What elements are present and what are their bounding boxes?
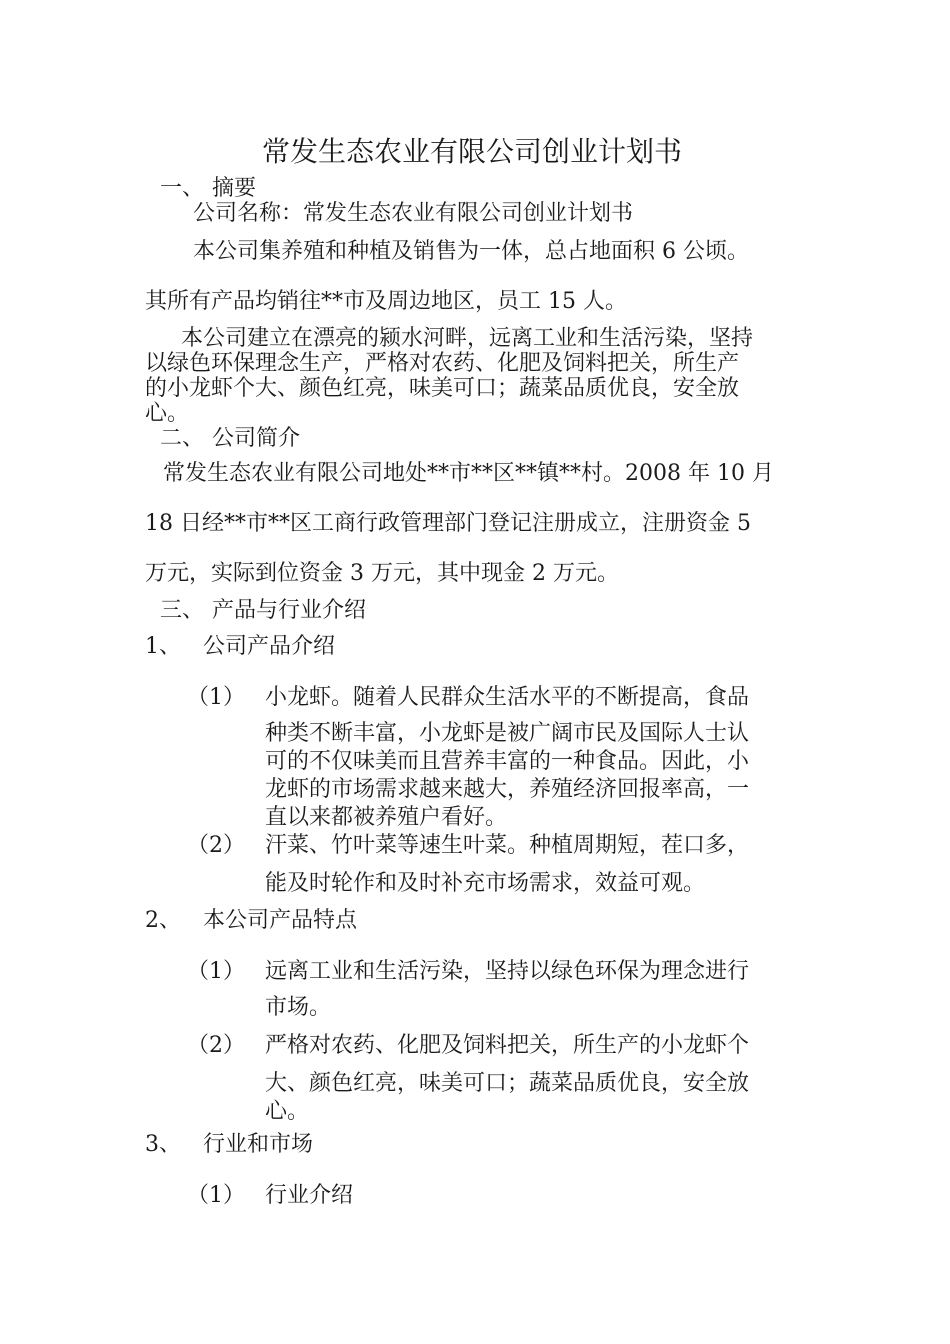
list-marker: （1） [187,685,245,710]
summary-paragraph-line: 以绿色环保理念生产，严格对农药、化肥及饲料把关，所生产 [145,351,740,376]
summary-paragraph-line: 其所有产品均销往**市及周边地区，员工 15 人。 [145,289,627,314]
list-item-first-line: 汗菜、竹叶菜等速生叶菜。种植周期短，茬口多， [265,833,750,858]
subsection-title: 本公司产品特点 [203,908,358,933]
list-item-first-line: 小龙虾。随着人民群众生活水平的不断提高，食品 [265,685,750,710]
section-number: 三、 [160,598,205,623]
subsection-number: 1、 [145,634,181,659]
intro-line: 18 日经**市**区工商行政管理部门登记注册成立，注册资金 5 [145,511,751,536]
section-title: 产品与行业介绍 [212,598,367,623]
list-item-first-line: 远离工业和生活污染，坚持以绿色环保为理念进行 [265,959,750,984]
section-heading-summary [160,175,256,203]
page-title: 常发生态农业有限公司创业计划书 [262,135,683,168]
section-number: 二、 [160,426,205,451]
subsection-title: 行业和市场 [203,1132,314,1157]
summary-paragraph-line: 心。 [145,401,190,426]
list-item-first-line: 严格对农药、化肥及饲料把关，所生产的小龙虾个 [265,1033,750,1058]
list-marker: （2） [187,1033,245,1058]
list-item-continuation: 能及时轮作和及时补充市场需求，效益可观。 [265,871,706,896]
subsection-title: 公司产品介绍 [203,634,336,659]
company-name-line: 公司名称：常发生态农业有限公司创业计划书 [193,201,634,226]
subsection-number: 2、 [145,908,181,933]
intro-line: 万元，实际到位资金 3 万元，其中现金 2 万元。 [145,561,619,586]
section-number: 一、 [160,176,205,201]
list-item-continuation: 大、颜色红亮，味美可口；蔬菜品质优良，安全放 心。 [265,1071,750,1124]
subsection-heading-market [145,1131,313,1159]
subsection-number: 3、 [145,1132,181,1157]
intro-line: 常发生态农业有限公司地处**市**区**镇**村。2008 年 10 月 [163,461,774,486]
list-marker: （1） [187,1183,245,1208]
section-heading-products-industry [160,597,366,625]
subsection-heading-features [145,907,357,935]
summary-paragraph-line: 本公司集养殖和种植及销售为一体，总占地面积 6 公顷。 [193,239,749,264]
section-title: 公司简介 [212,426,301,451]
section-heading-intro [160,425,300,453]
summary-paragraph-line: 本公司建立在漂亮的颍水河畔，远离工业和生活污染，坚持 [181,326,754,351]
list-marker: （2） [187,833,245,858]
section-title: 摘要 [212,176,257,201]
list-item-first-line: 行业介绍 [265,1183,354,1208]
list-item-continuation: 种类不断丰富，小龙虾是被广阔市民及国际人士认 可的不仅味美而且营养丰富的一种食品。因此，小 龙虾的市场需求越来越大，养殖经济回报率高，一 直以来都被养殖户看好。 [265,721,750,830]
summary-paragraph-line: 的小龙虾个大、颜色红亮，味美可口；蔬菜品质优良，安全放 [145,376,740,401]
list-marker: （1） [187,959,245,984]
subsection-heading-products [145,633,335,661]
list-item-continuation: 市场。 [265,995,332,1020]
